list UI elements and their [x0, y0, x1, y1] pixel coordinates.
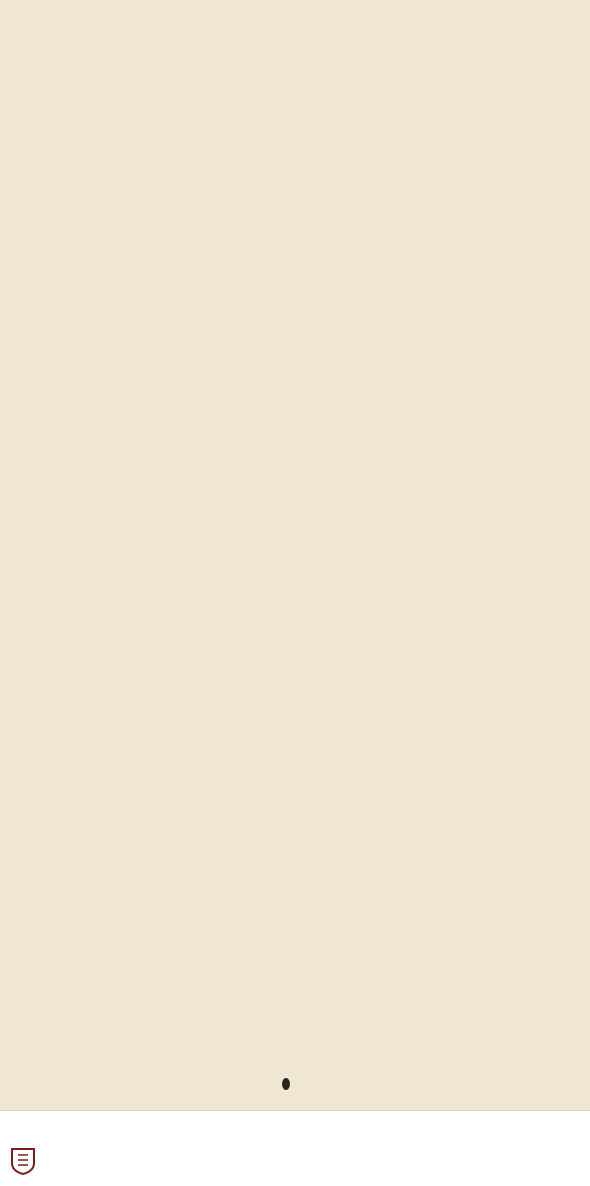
- printer-ornament: [282, 1078, 290, 1090]
- university-seal-icon: [10, 1145, 36, 1175]
- digitization-footer: [0, 1110, 590, 1186]
